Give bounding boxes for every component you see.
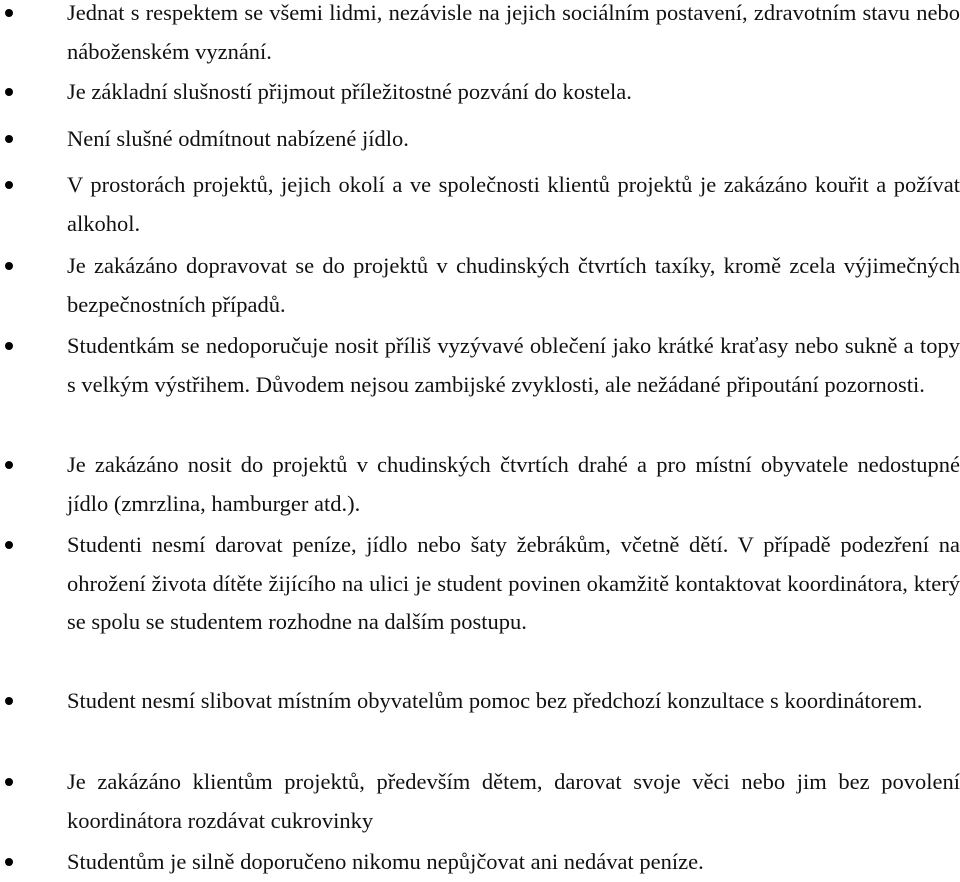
list-item-text: Není slušné odmítnout nabízené jídlo.	[67, 126, 409, 151]
list-item-text: Jednat s respektem se všemi lidmi, nezávisle na jejich sociálním postavení, zdravotním stavu nebo náboženském vyznání.	[67, 0, 960, 64]
bullet-icon	[5, 88, 13, 96]
list-item-text: Studentkám se nedoporučuje nosit příliš vyzývavé oblečení jako krátké kraťasy nebo sukně a topy s velkým výstřihem. Důvodem nejsou zambijské zvyklosti, ale nežádané připoutání pozornosti.	[67, 333, 960, 397]
bullet-icon	[5, 697, 13, 705]
list-item-text: Je zakázáno dopravovat se do projektů v chudinských čtvrtích taxíky, kromě zcela výjimečných bezpečnostních případů.	[67, 253, 960, 317]
bullet-icon	[5, 541, 13, 549]
bullet-icon	[5, 342, 13, 350]
list-item-text: V prostorách projektů, jejich okolí a ve společnosti klientů projektů je zakázáno kouřit a požívat alkohol.	[67, 172, 960, 236]
bullet-icon	[5, 262, 13, 270]
bullet-icon	[5, 461, 13, 469]
list-item-text: Studenti nesmí darovat peníze, jídlo nebo šaty žebrákům, včetně dětí. V případě podezření na ohrožení života dítěte žijícího na ulici je student povinen okamžitě kontaktovat koordinátora, který se spolu se studentem rozhodne na dalším postupu.	[67, 532, 960, 635]
bullet-icon	[5, 778, 13, 786]
bullet-icon	[5, 181, 13, 189]
list-item-text: Je základní slušností přijmout příležitostné pozvání do kostela.	[67, 79, 632, 104]
bullet-icon	[5, 135, 13, 143]
list-item-text: Student nesmí slibovat místním obyvatelům pomoc bez předchozí konzultace s koordinátorem.	[67, 688, 923, 713]
list-item-text: Je zakázáno klientům projektů, především dětem, darovat svoje věci nebo jim bez povolení koordinátora rozdávat cukrovinky	[67, 769, 960, 833]
bullet-icon	[5, 9, 13, 17]
list-item-text: Studentům je silně doporučeno nikomu nepůjčovat ani nedávat peníze.	[67, 849, 704, 874]
list-item-text: Je zakázáno nosit do projektů v chudinských čtvrtích drahé a pro místní obyvatele nedostupné jídlo (zmrzlina, hamburger atd.).	[67, 452, 960, 516]
bullet-icon	[5, 858, 13, 866]
